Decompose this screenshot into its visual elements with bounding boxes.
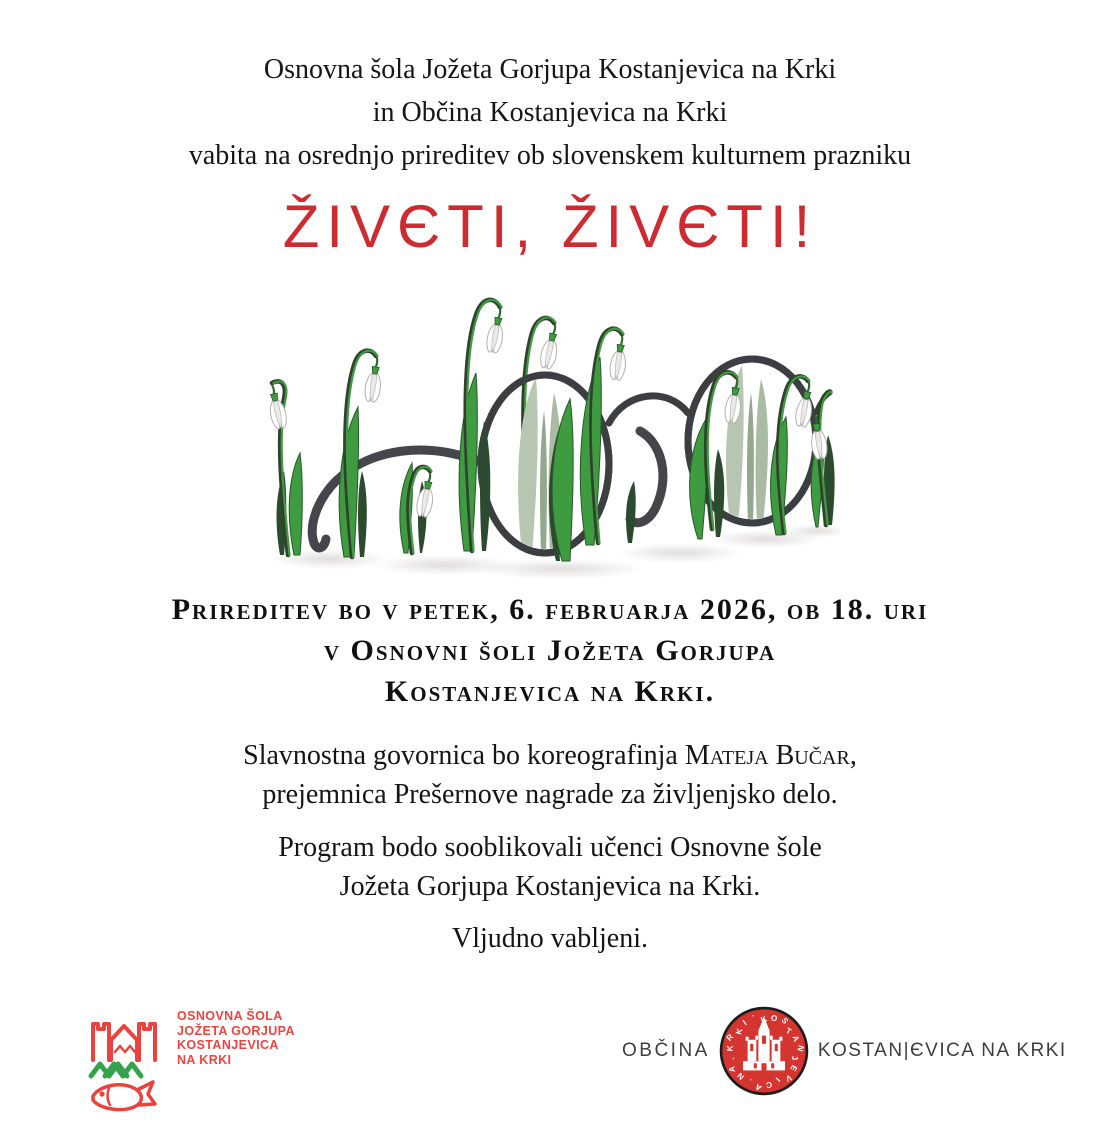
- program-line-1: Program bodo sooblikovali učenci Osnovne šole: [278, 832, 822, 863]
- organizer-line-1: Osnovna šola Jožeta Gorjupa Kostanjevica na Krki: [263, 54, 837, 85]
- municipality-logo: [622, 1005, 1067, 1097]
- svg-text:·: ·: [728, 1054, 738, 1062]
- svg-text:S: S: [779, 1016, 790, 1026]
- svg-text:·: ·: [751, 1011, 755, 1021]
- snowdrop: [771, 376, 817, 535]
- svg-text:K: K: [734, 1027, 745, 1036]
- speaker-block: [0, 736, 1100, 814]
- program-line-2: Jožeta Gorjupa Kostanjevica na Krki.: [339, 871, 761, 902]
- event-details-block: [0, 589, 1100, 712]
- municipality-prefix: OBČINA: [622, 1040, 710, 1061]
- svg-text:I: I: [773, 1075, 782, 1084]
- waves-icon: [91, 1064, 141, 1076]
- glasses-temple-arm: [312, 450, 482, 548]
- event-title: ŽIVЄTI, ŽIVЄTI!: [282, 193, 818, 260]
- speaker-name: Mateja Bučar: [684, 740, 850, 771]
- closing-line: Vljudno vabljeni.: [452, 923, 648, 954]
- svg-text:C: C: [765, 1079, 773, 1090]
- municipal-seal-icon: [718, 1005, 810, 1097]
- snowdrop: [400, 463, 438, 553]
- snowdrops-glasses-illustration: [260, 281, 840, 581]
- event-venue-line-1: v Osnovni šoli Jožeta Gorjupa: [323, 634, 777, 667]
- invitation-line: vabita na osrednjo prireditev ob slovenskem kulturnem prazniku: [188, 140, 912, 171]
- svg-text:A: A: [753, 1081, 764, 1093]
- event-venue-line-2: Kostanjevica na Krki.: [384, 675, 716, 708]
- svg-text:J: J: [789, 1054, 800, 1061]
- snowdrop: [265, 381, 303, 555]
- svg-text:O: O: [769, 1013, 779, 1024]
- svg-text:·: ·: [748, 1074, 753, 1085]
- svg-text:A: A: [790, 1034, 801, 1043]
- school-name-line: JOŽETA GORJUPA: [177, 1023, 295, 1038]
- invitation-poster: [0, 48, 1100, 1148]
- glasses-bridge: [609, 396, 688, 423]
- svg-text:A: A: [727, 1065, 737, 1073]
- program-block: [0, 828, 1100, 906]
- svg-text:T: T: [784, 1026, 793, 1037]
- svg-text:V: V: [784, 1072, 793, 1084]
- svg-text:E: E: [788, 1063, 799, 1073]
- school-name-line: OSNOVNA ŠOLA: [177, 1009, 283, 1023]
- municipality-name: KOSTAN|ЄVICA NA KRKI: [817, 1040, 1067, 1061]
- school-name: [177, 1009, 295, 1067]
- svg-text:N: N: [795, 1044, 806, 1053]
- svg-text:N: N: [735, 1070, 746, 1082]
- school-name-line: KOSTANJEVICA: [177, 1038, 279, 1052]
- svg-text:I: I: [741, 1018, 749, 1028]
- svg-text:R: R: [724, 1032, 736, 1043]
- footer: [0, 1003, 1100, 1123]
- speaker-line-1: Slavnostna govornica bo koreografinja Mateja Bučar,: [243, 740, 857, 771]
- fish-icon: [93, 1082, 155, 1110]
- school-name-line: NA KRKI: [177, 1052, 232, 1067]
- organizers-block: [0, 48, 1100, 177]
- snowdrop: [459, 300, 507, 551]
- organizer-line-2: in Občina Kostanjevica na Krki: [372, 97, 728, 128]
- svg-text:K: K: [759, 1014, 769, 1025]
- speaker-line-2: prejemnica Prešernove nagrade za življenjsko delo.: [262, 779, 838, 810]
- svg-text:K: K: [725, 1045, 735, 1052]
- castle-icon: [93, 1024, 155, 1060]
- event-date-line: Prireditev bo v petek, 6. februarja 2026, ob 18. uri: [171, 593, 929, 626]
